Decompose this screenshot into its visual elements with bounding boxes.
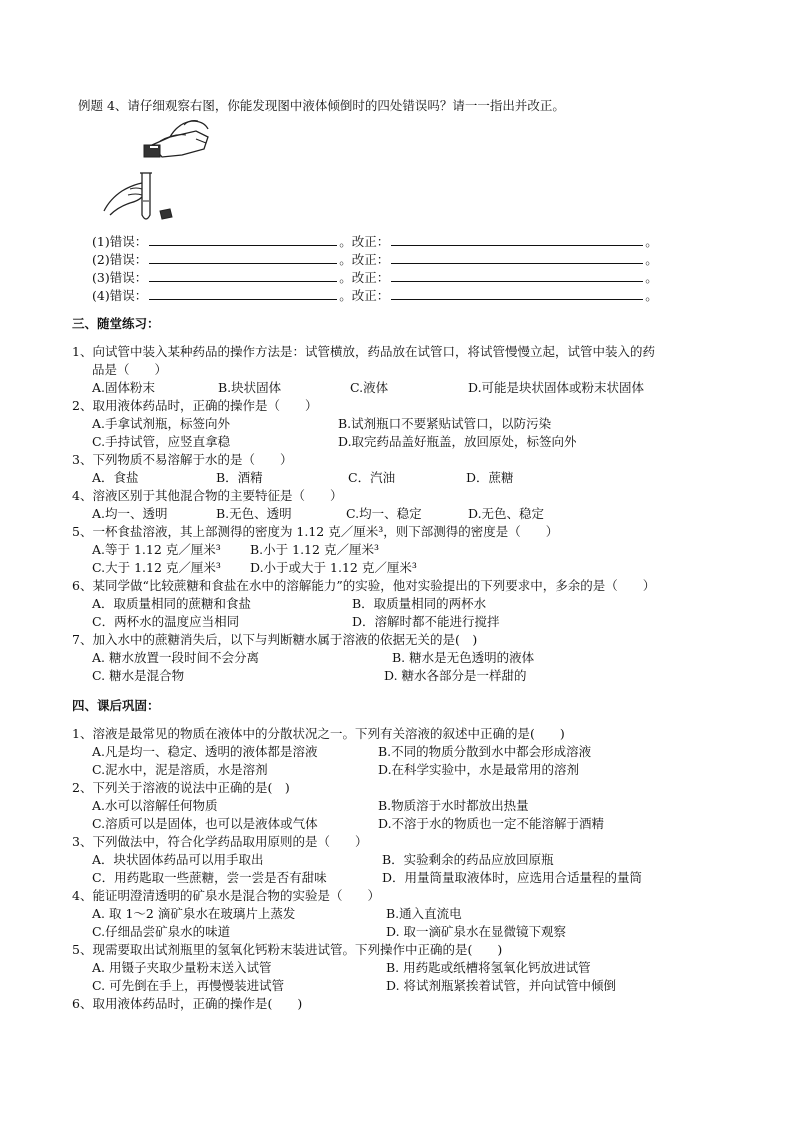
error-label: (2)错误：	[92, 252, 148, 267]
question-stem: 6、取用液体药品时，正确的操作是( )	[72, 996, 303, 1011]
fix-blank[interactable]	[391, 287, 643, 300]
error-row-3	[92, 269, 658, 286]
question-stem: 6、某同学做“比较蔗糖和食盐在水中的溶解能力”的实验，他对实验提出的下列要求中，多余的是（ ）	[72, 578, 656, 593]
question-stem: 1、向试管中装入某种药品的操作方法是：试管横放，药品放在试管口，将试管慢慢立起，试管中装入的药	[72, 344, 655, 359]
end-mark: 。	[645, 234, 658, 249]
option-d[interactable]: D. 糖水各部分是一样甜的	[384, 668, 527, 683]
option-a[interactable]: A.固体粉末	[92, 380, 156, 395]
option-b[interactable]: B．酒精	[216, 470, 263, 485]
option-a[interactable]: A.等于 1.12 克／厘米³	[92, 542, 221, 557]
error-label: (4)错误：	[92, 288, 148, 303]
option-c[interactable]: C．汽油	[348, 470, 396, 485]
option-c[interactable]: C．用药匙取一些蔗糖，尝一尝是否有甜味	[92, 870, 327, 885]
option-d[interactable]: D.不溶于水的物质也一定不能溶解于酒精	[378, 816, 605, 831]
question-stem: 2、下列关于溶液的说法中正确的是( )	[72, 780, 290, 795]
error-row-1	[92, 233, 658, 250]
question-stem: 3、下列做法中，符合化学药品取用原则的是（ ）	[72, 834, 368, 849]
question-stem: 4、溶液区别于其他混合物的主要特征是（ ）	[72, 488, 343, 503]
option-a[interactable]: A．块状固体药品可以用手取出	[92, 852, 264, 867]
option-b[interactable]: B.通入直流电	[386, 906, 462, 921]
error-label: (1)错误：	[92, 234, 148, 249]
error-blank[interactable]	[149, 287, 337, 300]
option-c[interactable]: C.均一、稳定	[346, 506, 422, 521]
option-d[interactable]: D.在科学实验中，水是最常用的溶剂	[378, 762, 580, 777]
option-b[interactable]: B. 糖水是无色透明的液体	[392, 650, 535, 665]
fix-blank[interactable]	[391, 233, 643, 246]
question-stem: 3、下列物质不易溶解于水的是（ ）	[72, 452, 293, 467]
fix-blank[interactable]	[391, 251, 643, 264]
option-b[interactable]: B.试剂瓶口不要紧贴试管口，以防污染	[338, 416, 552, 431]
error-blank[interactable]	[149, 233, 337, 246]
fix-label: 。改正：	[339, 234, 390, 249]
option-a[interactable]: A.均一、透明	[92, 506, 168, 521]
option-b[interactable]: B.块状固体	[218, 380, 282, 395]
end-mark: 。	[645, 252, 658, 267]
option-a[interactable]: A.手拿试剂瓶，标签向外	[92, 416, 231, 431]
option-c[interactable]: C.大于 1.12 克／厘米³	[92, 560, 221, 575]
error-row-4	[92, 287, 658, 304]
question-stem: 2、取用液体药品时，正确的操作是（ ）	[72, 398, 318, 413]
option-c[interactable]: C. 可先倒在手上，再慢慢装进试管	[92, 978, 285, 993]
option-d[interactable]: D.取完药品盖好瓶盖，放回原处，标签向外	[338, 434, 577, 449]
end-mark: 。	[645, 288, 658, 303]
option-b[interactable]: B．取质量相同的两杯水	[352, 596, 487, 611]
option-d[interactable]: D．溶解时都不能进行搅拌	[352, 614, 500, 629]
option-b[interactable]: B.物质溶于水时都放出热量	[378, 798, 529, 813]
error-blank[interactable]	[149, 269, 337, 282]
section4-title: 四、课后巩固：	[72, 698, 160, 713]
option-d[interactable]: D.可能是块状固体或粉末状固体	[468, 380, 645, 395]
option-b[interactable]: B.小于 1.12 克／厘米³	[250, 542, 379, 557]
option-d[interactable]: D. 将试剂瓶紧挨着试管，并向试管中倾倒	[386, 978, 617, 993]
option-b[interactable]: B.无色、透明	[216, 506, 292, 521]
option-d[interactable]: D. 取一滴矿泉水在显微镜下观察	[386, 924, 567, 939]
option-c[interactable]: C.手持试管，应竖直拿稳	[92, 434, 231, 449]
option-a[interactable]: A.凡是均一、稳定、透明的液体都是溶液	[92, 744, 318, 759]
option-a[interactable]: A．取质量相同的蔗糖和食盐	[92, 596, 252, 611]
option-b[interactable]: B．实验剩余的药品应放回原瓶	[382, 852, 554, 867]
question-stem: 5、一杯食盐溶液，其上部测得的密度为 1.12 克／厘米³，则下部测得的密度是（ ）	[72, 524, 559, 539]
option-a[interactable]: A. 糖水放置一段时间不会分离	[92, 650, 259, 665]
option-b[interactable]: B.不同的物质分散到水中都会形成溶液	[378, 744, 592, 759]
question-stem: 7、加入水中的蔗糖消失后，以下与判断糖水属于溶液的依据无关的是( )	[72, 632, 478, 647]
liquid-pouring-illustration	[100, 115, 218, 227]
option-d[interactable]: D．蔗糖	[466, 470, 514, 485]
fix-label: 。改正：	[339, 288, 390, 303]
option-a[interactable]: A. 用镊子夹取少量粉末送入试管	[92, 960, 272, 975]
question-stem: 1、溶液是最常见的物质在液体中的分散状况之一。下列有关溶液的叙述中正确的是( )	[72, 726, 565, 741]
question-stem: 4、能证明澄清透明的矿泉水是混合物的实验是（ ）	[72, 888, 380, 903]
question-stem: 5、现需要取出试剂瓶里的氢氧化钙粉末装进试管。下列操作中正确的是( )	[72, 942, 503, 957]
option-c[interactable]: C.泥水中，泥是溶质，水是溶剂	[92, 762, 268, 777]
option-c[interactable]: C．两杯水的温度应当相同	[92, 614, 240, 629]
option-c[interactable]: C.溶质可以是固体，也可以是液体或气体	[92, 816, 318, 831]
option-c[interactable]: C.仔细品尝矿泉水的味道	[92, 924, 231, 939]
error-label: (3)错误：	[92, 270, 148, 285]
option-a[interactable]: A. 取 1～2 滴矿泉水在玻璃片上蒸发	[92, 906, 296, 921]
option-c[interactable]: C. 糖水是混合物	[92, 668, 185, 683]
example4-prompt: 例题 4、请仔细观察右图，你能发现图中液体倾倒时的四处错误吗？请一一指出并改正。	[78, 98, 565, 113]
section3-title: 三、随堂练习：	[72, 316, 160, 331]
option-c[interactable]: C.液体	[350, 380, 389, 395]
option-a[interactable]: A.水可以溶解任何物质	[92, 798, 218, 813]
option-d[interactable]: D.小于或大于 1.12 克／厘米³	[250, 560, 417, 575]
option-d[interactable]: D.无色、稳定	[468, 506, 545, 521]
fix-label: 。改正：	[339, 252, 390, 267]
end-mark: 。	[645, 270, 658, 285]
option-b[interactable]: B. 用药匙或纸槽将氢氧化钙放进试管	[386, 960, 591, 975]
error-blank[interactable]	[149, 251, 337, 264]
error-row-2	[92, 251, 658, 268]
option-d[interactable]: D．用量筒量取液体时，应选用合适量程的量筒	[382, 870, 643, 885]
option-a[interactable]: A．食盐	[92, 470, 139, 485]
fix-blank[interactable]	[391, 269, 643, 282]
question-stem-cont: 品是（ ）	[92, 362, 168, 377]
fix-label: 。改正：	[339, 270, 390, 285]
